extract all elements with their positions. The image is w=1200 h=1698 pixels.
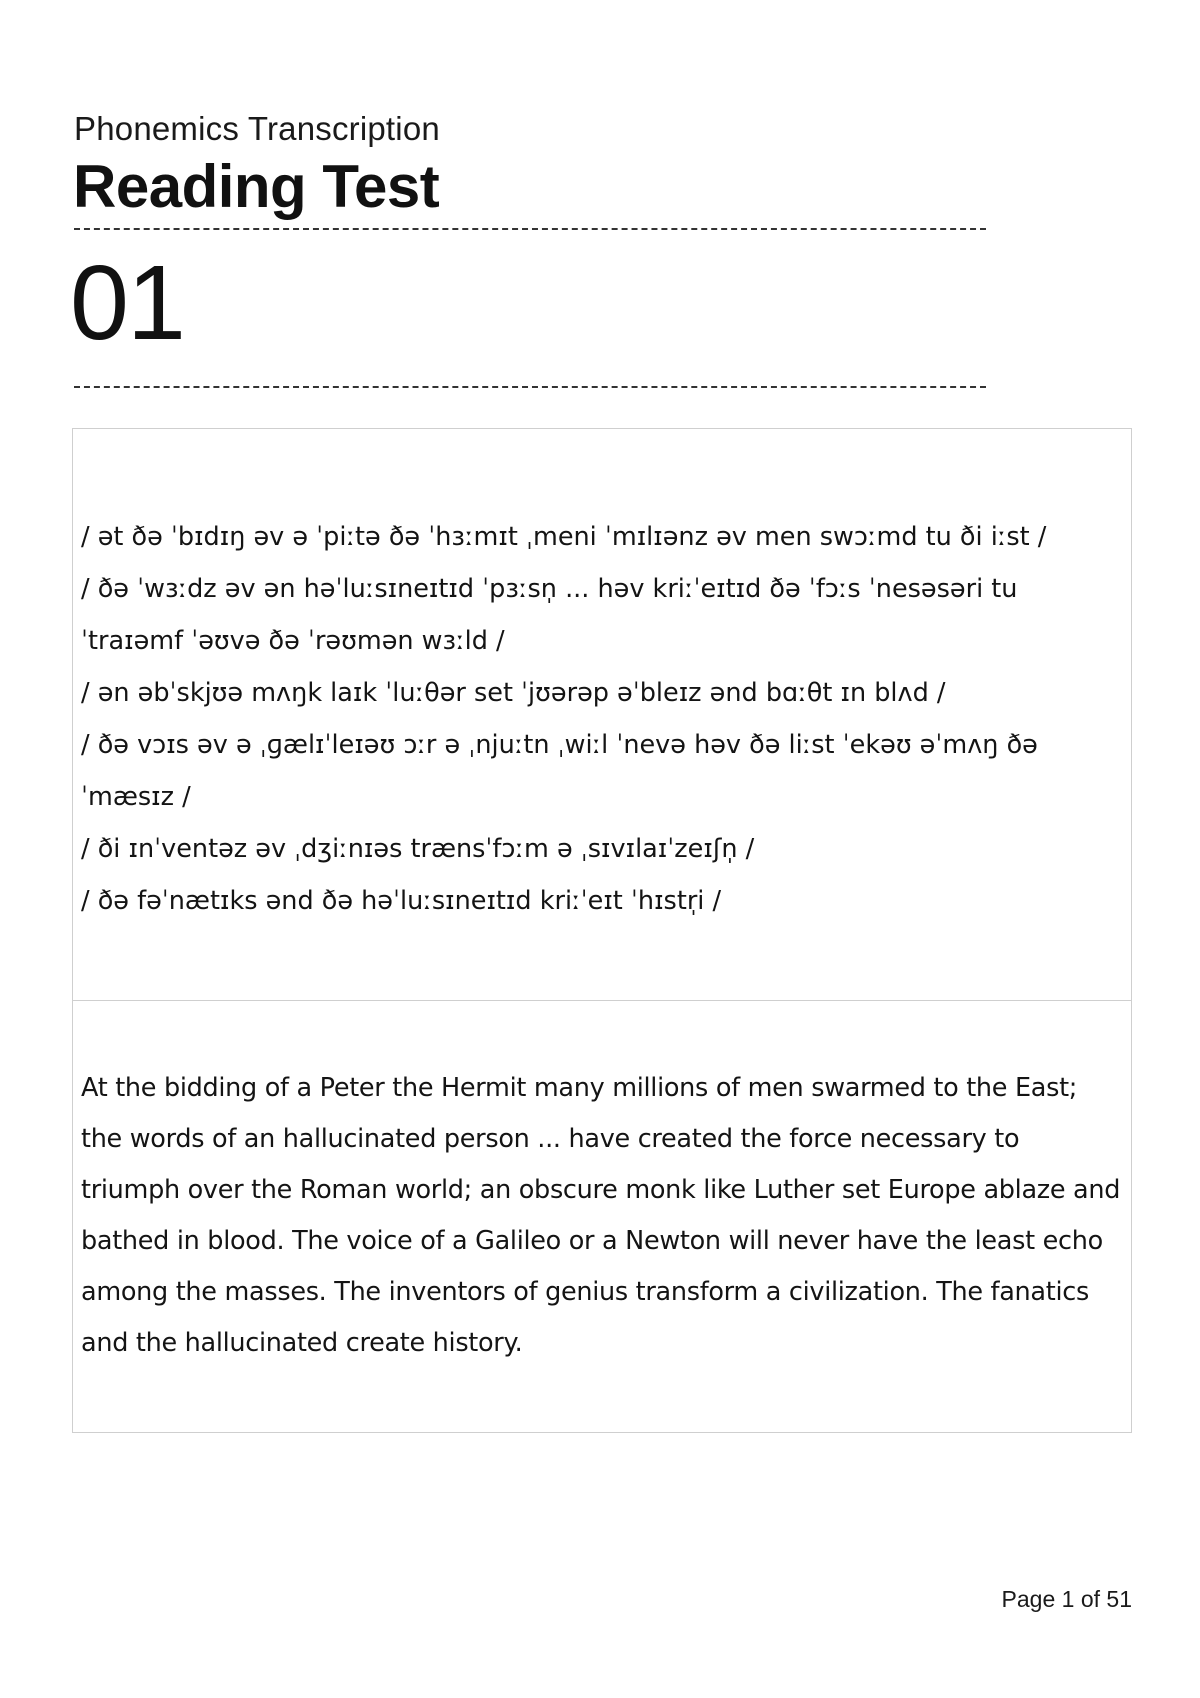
phonemic-line: / ət ðə ˈbɪdɪŋ əv ə ˈpiːtə ðə ˈhɜːmɪt ˌmeni ˈmɪlɪənz əv men swɔːmd tu ði iːst /: [81, 522, 1047, 552]
phonemic-line: ˈtraɪəmf ˈəʊvə ðə ˈrəʊmən wɜːld /: [81, 626, 505, 656]
dashed-divider-top: [74, 228, 986, 230]
phonemic-transcription: [81, 511, 1125, 927]
english-text-box: [72, 1000, 1132, 1433]
page-title: Reading Test: [73, 153, 440, 220]
english-passage: At the bidding of a Peter the Hermit many millions of men swarmed to the East; the words of an hallucinated person ... have created the force necessary to triumph over the Roman world; an obscure monk like Luther set Europe ablaze and bathed in blood. The voice of a Galileo or a Newton will never have the least echo among the masses. The inventors of genius transform a civilization. The fanatics and the hallucinated create history.: [81, 1073, 1121, 1358]
dashed-divider-bottom: [74, 386, 986, 388]
document-subtitle: Phonemics Transcription: [74, 110, 440, 147]
test-number: 01: [70, 244, 184, 362]
phonemic-line: / ðə vɔɪs əv ə ˌɡælɪˈleɪəʊ ɔːr ə ˌnjuːtn ˌwiːl ˈnevə həv ðə liːst ˈekəʊ əˈmʌŋ ðə: [81, 730, 1038, 760]
phonemic-line: / ðə ˈwɜːdz əv ən həˈluːsɪneɪtɪd ˈpɜːsn̩ ... həv kriːˈeɪtɪd ðə ˈfɔːs ˈnesəsəri tu: [81, 574, 1018, 604]
phonemic-line: / ən əbˈskjʊə mʌŋk laɪk ˈluːθər set ˈjʊərəp əˈbleɪz ənd bɑːθt ɪn blʌd /: [81, 678, 946, 708]
page-number: Page 1 of 51: [1001, 1586, 1132, 1612]
phonemic-line: / ði ɪnˈventəz əv ˌdʒiːnɪəs trænsˈfɔːm ə ˌsɪvɪlaɪˈzeɪʃn̩ /: [81, 834, 755, 864]
phonemic-transcription-box: [72, 428, 1132, 1001]
phonemic-line: / ðə fəˈnætɪks ənd ðə həˈluːsɪneɪtɪd kriːˈeɪt ˈhɪstr̩i /: [81, 886, 722, 916]
phonemic-line: ˈmæsɪz /: [81, 782, 191, 812]
